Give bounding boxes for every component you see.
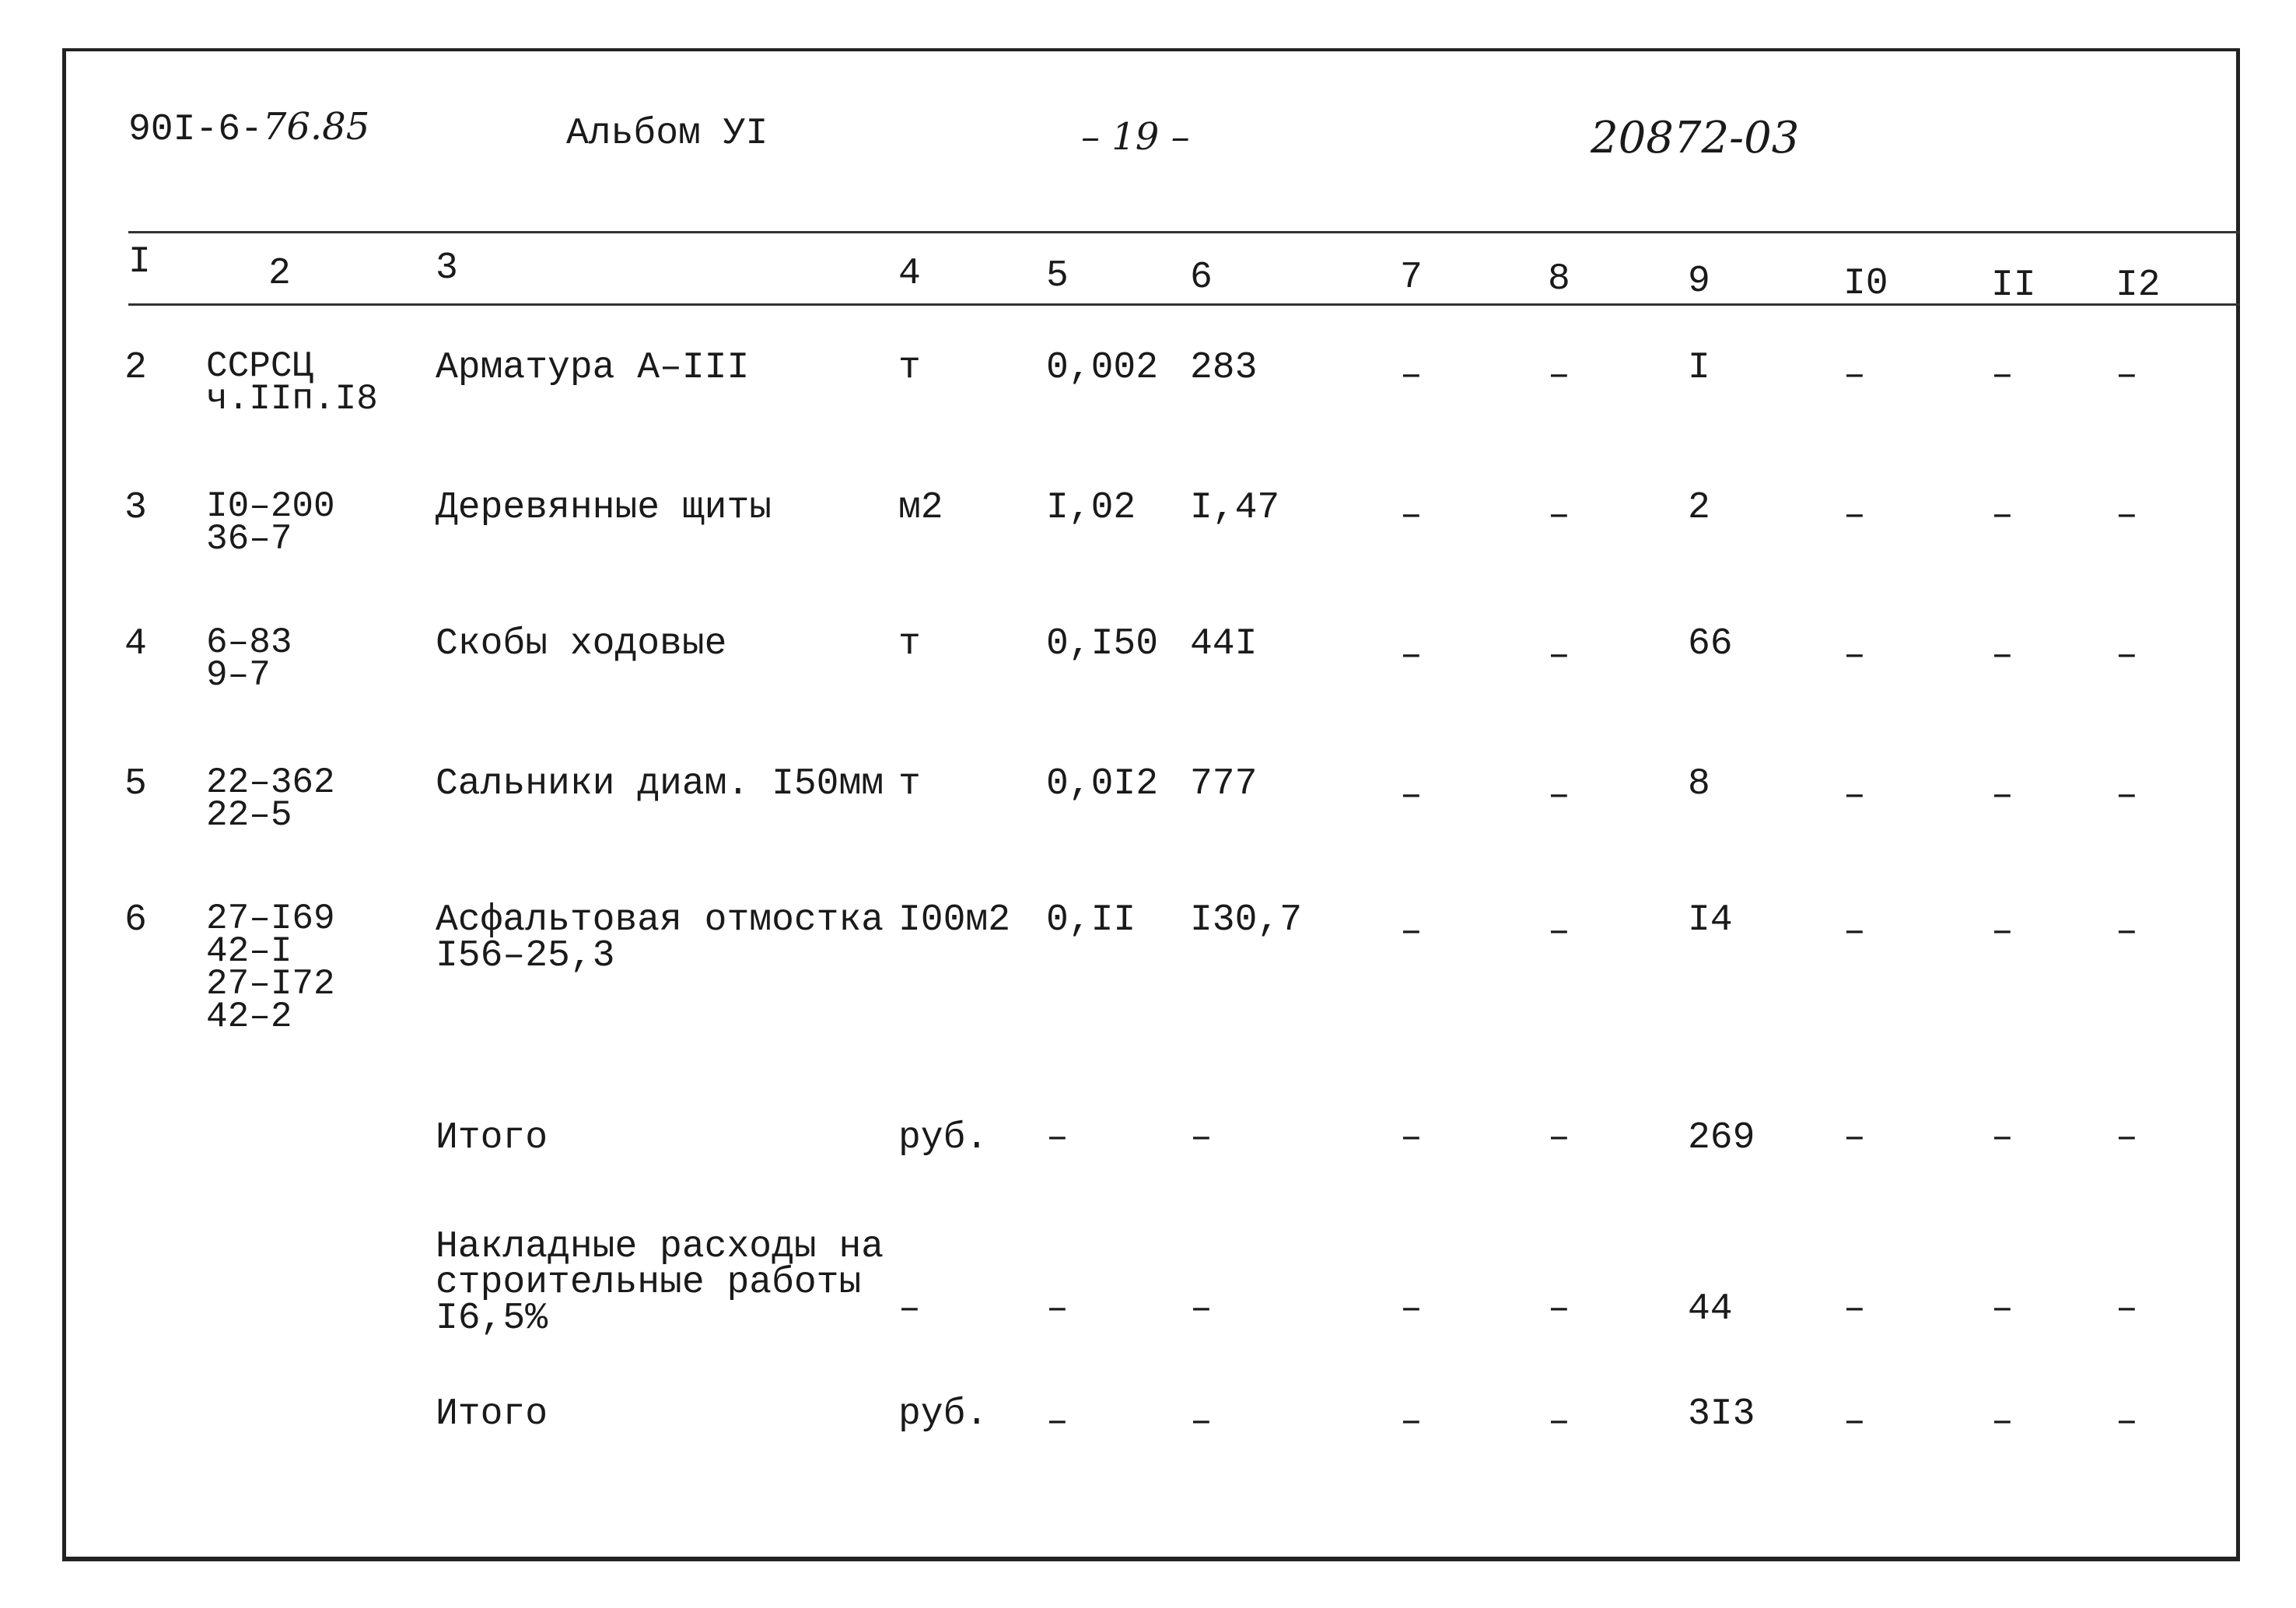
col-10: – [1843, 775, 1866, 817]
col-10: – [1843, 355, 1866, 397]
unit: т [898, 763, 921, 805]
unit-price: 44I [1190, 623, 1258, 665]
item-name: Сальники диам. I50мм [436, 763, 884, 805]
item-name: Накладные расходы на строительные работы I6,5% [436, 1226, 884, 1340]
col-11: – [1991, 495, 2014, 537]
col-10: – [1843, 635, 1866, 677]
quantity: I,02 [1046, 487, 1136, 529]
column-number: II [1991, 264, 2036, 307]
header-top-rule [128, 231, 2240, 233]
col-7: – [1400, 355, 1423, 397]
unit-price: – [1190, 1288, 1213, 1330]
column-number: 9 [1688, 261, 1710, 303]
col-9: I4 [1688, 899, 1733, 941]
unit: т [898, 623, 921, 665]
column-number: I2 [2116, 264, 2161, 307]
unit-price: I30,7 [1190, 899, 1303, 941]
unit-price: I,47 [1190, 487, 1280, 529]
col-9: 3I3 [1688, 1393, 1755, 1435]
col-10: – [1843, 1117, 1866, 1159]
col-7: – [1400, 495, 1423, 537]
column-number: 7 [1400, 257, 1423, 299]
column-number: 3 [436, 247, 458, 289]
unit-price: – [1190, 1117, 1213, 1159]
row-number: 4 [124, 623, 147, 665]
row-number: 3 [124, 487, 147, 529]
header-bottom-rule [128, 303, 2240, 306]
col-8: – [1548, 355, 1570, 397]
col-7: – [1400, 1288, 1423, 1330]
doc-code-handwritten: 76.85 [262, 105, 370, 149]
col-12: – [2116, 635, 2138, 677]
album-title: Альбом УI [566, 113, 768, 155]
col-9: 66 [1688, 623, 1733, 665]
unit-price: – [1190, 1401, 1213, 1443]
quantity: 0,0I2 [1046, 763, 1159, 805]
col-12: – [2116, 1288, 2138, 1330]
quantity: – [1046, 1288, 1069, 1330]
column-number: I0 [1843, 263, 1888, 305]
quantity: – [1046, 1401, 1069, 1443]
item-name: Скобы ходовые [436, 623, 727, 665]
norm-code: I0–200 36–7 [206, 486, 335, 559]
col-8: – [1548, 635, 1570, 677]
col-9: 44 [1688, 1288, 1733, 1330]
col-7: – [1400, 635, 1423, 677]
col-7: – [1400, 911, 1423, 953]
col-10: – [1843, 911, 1866, 953]
col-8: – [1548, 1401, 1570, 1443]
reference-number: 20872-03 [1591, 113, 1800, 163]
unit: руб. [898, 1393, 989, 1435]
quantity: 0,002 [1046, 347, 1159, 389]
col-12: – [2116, 911, 2138, 953]
col-12: – [2116, 495, 2138, 537]
item-name: Деревянные щиты [436, 487, 772, 529]
col-8: – [1548, 775, 1570, 817]
unit: м2 [898, 487, 943, 529]
unit: I00м2 [898, 899, 1011, 941]
norm-code: ССРСЦ ч.IIп.I8 [206, 346, 378, 419]
col-7: – [1400, 775, 1423, 817]
row-number: 5 [124, 763, 147, 805]
col-8: – [1548, 1288, 1570, 1330]
column-number: I [128, 241, 151, 283]
quantity: – [1046, 1117, 1069, 1159]
unit-price: 777 [1190, 763, 1258, 805]
column-number: 6 [1190, 257, 1213, 299]
unit: руб. [898, 1117, 989, 1159]
col-12: – [2116, 1117, 2138, 1159]
norm-code: 6–83 9–7 [206, 622, 292, 695]
unit: т [898, 347, 921, 389]
doc-code-printed: 90I-6- [128, 109, 263, 151]
col-8: – [1548, 1117, 1570, 1159]
col-9: 2 [1688, 487, 1710, 529]
col-9: I [1688, 347, 1710, 389]
quantity: 0,I50 [1046, 623, 1159, 665]
col-12: – [2116, 775, 2138, 817]
doc-code [128, 105, 369, 151]
col-7: – [1400, 1117, 1423, 1159]
col-11: – [1991, 355, 2014, 397]
col-8: – [1548, 911, 1570, 953]
col-11: – [1991, 775, 2014, 817]
col-7: – [1400, 1401, 1423, 1443]
quantity: 0,II [1046, 899, 1136, 941]
col-11: – [1991, 1117, 2014, 1159]
column-number: 2 [268, 253, 291, 295]
col-9: 8 [1688, 763, 1710, 805]
col-12: – [2116, 355, 2138, 397]
col-11: – [1991, 1288, 2014, 1330]
item-name: Асфальтовая отмостка I56–25,3 [436, 899, 884, 977]
col-11: – [1991, 911, 2014, 953]
row-number: 6 [124, 899, 147, 941]
col-10: – [1843, 495, 1866, 537]
norm-code: 27–I69 42–I 27–I72 42–2 [206, 899, 335, 1037]
unit-price: 283 [1190, 347, 1258, 389]
row-number: 2 [124, 347, 147, 389]
page-number: – 19 – [1081, 115, 1190, 159]
column-number: 8 [1548, 258, 1570, 300]
col-8: – [1548, 495, 1570, 537]
norm-code: 22–362 22–5 [206, 762, 335, 836]
unit: – [898, 1288, 921, 1330]
column-number: 5 [1046, 255, 1069, 297]
column-number: 4 [898, 253, 921, 295]
col-9: 269 [1688, 1117, 1755, 1159]
col-11: – [1991, 635, 2014, 677]
col-12: – [2116, 1401, 2138, 1443]
item-name: Итого [436, 1393, 548, 1435]
col-10: – [1843, 1401, 1866, 1443]
item-name: Итого [436, 1117, 548, 1159]
item-name: Арматура А–III [436, 347, 750, 389]
col-10: – [1843, 1288, 1866, 1330]
col-11: – [1991, 1401, 2014, 1443]
